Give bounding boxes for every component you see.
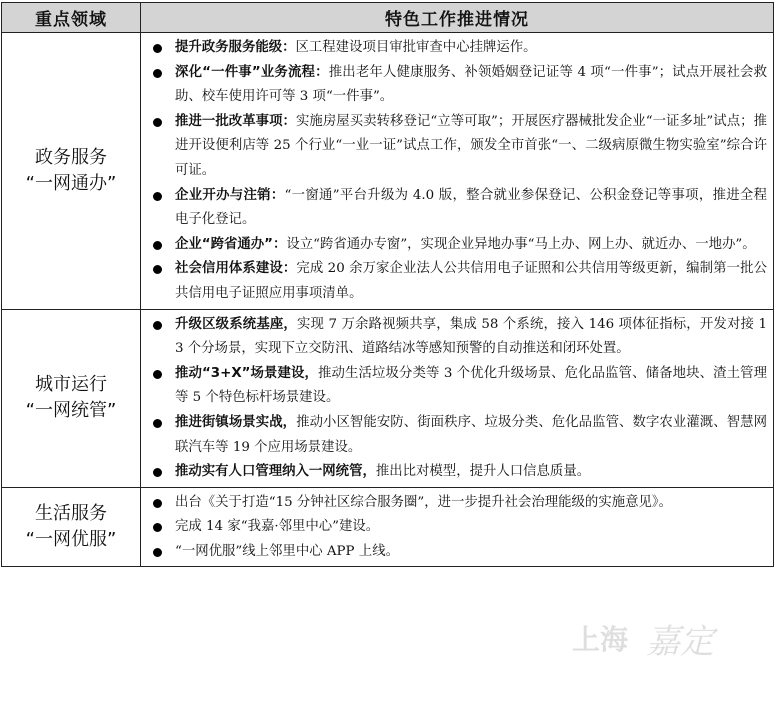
item-text: 出台《关于打造“15 分钟社区综合服务圈”，进一步提升社会治理能级的实施意见》。 xyxy=(175,494,672,510)
list-item xyxy=(153,411,767,460)
bullet-icon xyxy=(153,548,162,557)
progress-list xyxy=(153,491,767,565)
item-text: 完成 14 家“我嘉·邻里中心”建设。 xyxy=(175,519,380,535)
list-item xyxy=(153,460,767,485)
item-text: 推出比对模型，提升人口信息质量。 xyxy=(375,464,591,480)
work-progress-table xyxy=(1,2,774,567)
key-area-cell xyxy=(2,33,141,310)
key-area-cell xyxy=(2,487,141,567)
bullet-icon xyxy=(153,192,162,201)
item-text: “一网优服”线上邻里中心 APP 上线。 xyxy=(175,543,399,559)
watermark-text-1: 上海 xyxy=(572,623,629,656)
item-text: 推动小区智能安防、街面秩序、垃圾分类、危化品监管、数字农业灌溉、智慧网联汽车等 19 个应用场景建设。 xyxy=(175,414,768,455)
progress-cell xyxy=(141,487,774,567)
item-text: 推出老年人健康服务、补领婚姻登记证等 4 项“一件事”；试点开展社会救助、校车使用许可等 3 项“一件事”。 xyxy=(175,64,767,105)
progress-list xyxy=(153,36,767,307)
list-item xyxy=(153,110,767,184)
list-item xyxy=(153,233,767,258)
item-heading: 企业开办与注销： xyxy=(175,187,285,203)
item-heading: 提升政务服务能级： xyxy=(175,40,296,55)
progress-cell xyxy=(141,309,774,487)
list-item xyxy=(153,257,767,306)
item-text: 推动生活垃圾分类等 3 个优化升级场景、危化品监管、储备地块、渣土管理等 5 个特色标杆场景建设。 xyxy=(175,365,767,406)
bullet-icon xyxy=(153,499,162,508)
bullet-icon xyxy=(153,523,162,532)
item-heading: 推动“3+X”场景建设， xyxy=(175,365,319,381)
key-area-slogan: “一网通办” xyxy=(25,172,117,194)
table-row xyxy=(2,33,774,310)
table-header-row xyxy=(2,3,774,33)
list-item xyxy=(153,515,767,540)
key-area-name: 生活服务 xyxy=(35,503,107,525)
list-item xyxy=(153,491,767,516)
bullet-icon xyxy=(153,419,162,428)
progress-cell xyxy=(141,33,774,310)
item-text: 区工程建设项目审批审查中心挂牌运作。 xyxy=(295,40,537,55)
bullet-icon xyxy=(153,44,162,53)
bullet-icon xyxy=(153,241,162,250)
watermark xyxy=(572,612,712,664)
watermark-text-2: 嘉定 xyxy=(646,622,714,662)
key-area-cell xyxy=(2,309,141,487)
header-progress: 特色工作推进情况 xyxy=(141,3,774,33)
table-row xyxy=(2,309,774,487)
bullet-icon xyxy=(153,69,162,78)
item-text: 设立“跨省通办专窗”，实现企业异地办事“马上办、网上办、就近办、一地办”。 xyxy=(286,236,756,252)
progress-list xyxy=(153,313,767,485)
key-area-slogan: “一网统管” xyxy=(25,400,117,422)
item-heading: 推进一批改革事项： xyxy=(175,113,296,129)
item-heading: 推动实有人口管理纳入一网统管， xyxy=(175,464,376,480)
item-heading: 推进街镇场景实战， xyxy=(175,414,297,430)
item-text: 完成 20 余万家企业法人公共信用电子证照和公共信用等级更新，编制第一批公共信用电子证照应用事项清单。 xyxy=(175,261,767,301)
bullet-icon xyxy=(153,321,162,330)
item-text: 实现 7 万余路视频共享，集成 58 个系统，接入 146 项体征指标，开发对接 13 个分场景，实现下立交防汛、道路结冰等感知预警的自动推送和闭环处置。 xyxy=(175,316,768,357)
bullet-icon xyxy=(153,118,162,127)
list-item xyxy=(153,61,767,110)
table-row xyxy=(2,487,774,567)
bullet-icon xyxy=(153,370,162,379)
item-heading: 升级区级系统基座， xyxy=(175,316,297,332)
list-item xyxy=(153,362,767,411)
key-area-slogan: “一网优服” xyxy=(25,529,117,551)
bullet-icon xyxy=(153,265,162,274)
item-heading: 深化“一件事”业务流程： xyxy=(175,64,329,80)
list-item xyxy=(153,313,767,362)
bullet-icon xyxy=(153,468,162,477)
item-heading: 企业“跨省通办”： xyxy=(175,236,287,252)
item-text: “一窗通”平台升级为 4.0 版，整合就业参保登记、公积金登记等事项，推进全程电子化登记。 xyxy=(175,187,768,228)
item-text: 实施房屋买卖转移登记“立等可取”；开展医疗器械批发企业“一证多址”试点；推进开设便利店等 25 个行业“一业一证”试点工作，颁发全市首张“一、二级病原微生物实验室”综合许可证。 xyxy=(175,113,767,178)
list-item xyxy=(153,36,767,61)
key-area-name: 城市运行 xyxy=(35,374,107,396)
list-item xyxy=(153,184,767,233)
list-item xyxy=(153,540,767,565)
header-key-area: 重点领域 xyxy=(2,3,141,33)
item-heading: 社会信用体系建设： xyxy=(175,261,297,277)
key-area-name: 政务服务 xyxy=(35,146,107,168)
